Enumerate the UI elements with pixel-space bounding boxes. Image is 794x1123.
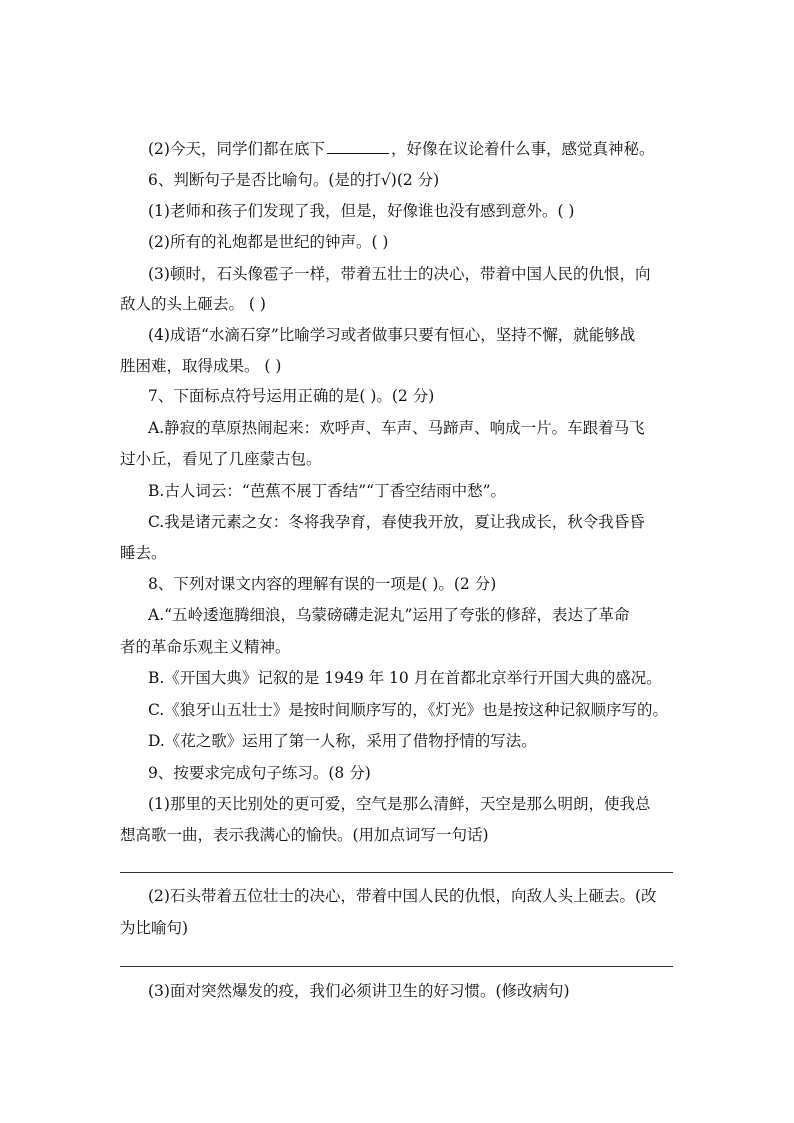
q5-item-2 [148, 139, 654, 159]
q8-option-d: D.《花之歌》运用了第一人称，采用了借物抒情的写法。 [148, 732, 537, 750]
q7-option-c-line-1: C.我是诸元素之女：冬将我孕育，春使我开放，夏让我成长，秋令我昏昏 [148, 513, 645, 531]
q7-option-a-line-2: 过小丘，看见了几座蒙古包。 [120, 450, 322, 468]
q8-option-a-line-2: 者的革命乐观主义精神。 [120, 638, 291, 656]
q6-item-2: (2)所有的礼炮都是世纪的钟声。( ) [148, 233, 389, 251]
q6-item-3-line-2: 敌人的头上砸去。 ( ) [120, 295, 266, 313]
q5-item-2-after: ，好像在议论着什么事，感觉真神秘。 [390, 140, 655, 158]
q9-item-1-line-1: (1)那里的天比别处的更可爱，空气是那么清鲜，天空是那么明朗，使我总 [148, 795, 651, 813]
q8-title: 8、下列对课文内容的理解有误的一项是( )。(2 分) [148, 575, 497, 593]
q6-item-4-line-2: 胜困难，取得成果。 ( ) [120, 357, 282, 375]
answer-line-2[interactable] [120, 966, 673, 967]
q9-title: 9、按要求完成句子练习。(8 分) [148, 764, 371, 782]
q6-item-3-line-1: (3)顿时，石头像雹子一样，带着五壮士的决心，带着中国人民的仇恨，向 [148, 265, 651, 283]
q6-title: 6、判断句子是否比喻句。(是的打√)(2 分) [148, 171, 440, 189]
q8-option-c: C.《狼牙山五壮士》是按时间顺序写的，《灯光》也是按这种记叙顺序写的。 [148, 701, 668, 719]
q5-item-2-before: (2)今天，同学们都在底下 [148, 140, 325, 158]
q8-option-a-line-1: A.“五岭逶迤腾细浪，乌蒙磅礴走泥丸”运用了夸张的修辞，表达了革命 [148, 606, 630, 624]
q7-option-c-line-2: 睡去。 [120, 544, 167, 562]
q9-item-2-line-1: (2)石头带着五位壮士的决心，带着中国人民的仇恨，向敌人头上砸去。(改 [148, 887, 657, 905]
q8-option-b: B.《开国大典》记叙的是 1949 年 10 月在首都北京举行开国大典的盛况。 [148, 669, 662, 687]
q9-item-2-line-2: 为比喻句) [120, 919, 189, 937]
q7-title: 7、下面标点符号运用正确的是( )。(2 分) [148, 387, 435, 405]
q6-item-1: (1)老师和孩子们发现了我，但是，好像谁也没有感到意外。( ) [148, 202, 575, 220]
q6-item-4-line-1: (4)成语“水滴石穿”比喻学习或者做事只要有恒心，坚持不懈，就能够战 [148, 326, 636, 344]
q7-option-a-line-1: A.静寂的草原热闹起来：欢呼声、车声、马蹄声、响成一片。车跟着马飞 [148, 419, 645, 437]
q9-item-1-line-2: 想高歌一曲，表示我满心的愉快。(用加点词写一句话) [120, 826, 489, 844]
q7-option-b: B.古人词云：“芭蕉不展丁香结”“丁香空结雨中愁”。 [148, 482, 507, 500]
answer-blank[interactable] [327, 139, 389, 154]
answer-line-1[interactable] [120, 872, 673, 873]
q9-item-3: (3)面对突然爆发的疫，我们必须讲卫生的好习惯。(修改病句) [148, 982, 570, 1000]
